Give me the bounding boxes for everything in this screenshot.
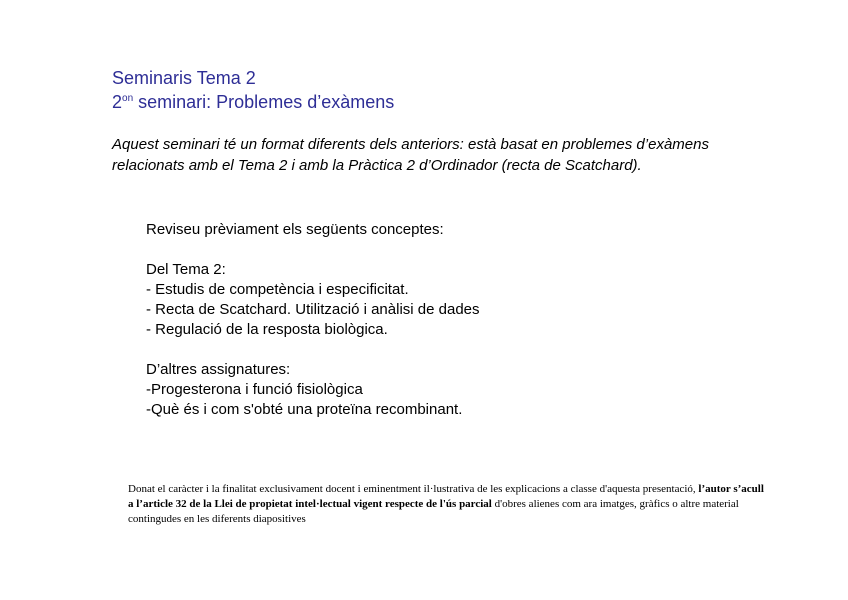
subtitle-ordinal: 2 bbox=[112, 92, 123, 112]
spacer bbox=[146, 340, 480, 360]
slide-title-block bbox=[112, 66, 394, 114]
list-item: -Progesterona i funció fisiològica bbox=[146, 381, 363, 398]
slide-subtitle bbox=[112, 90, 394, 114]
slide-title: Seminaris Tema 2 bbox=[112, 68, 256, 88]
spacer bbox=[146, 240, 480, 260]
footnote-legal-reference: l’autor s’acull a l’article 32 de la Llei de propietat intel·lectual vigent respecte de l'ús parcial bbox=[128, 483, 764, 510]
footnote-part-1: Donat el caràcter i la finalitat exclusivament docent i eminentment il·lustrativa de les explicacions a classe d'aquesta presentació, bbox=[128, 483, 699, 495]
list-item: -Què és i com s'obté una proteïna recombinant. bbox=[146, 401, 463, 418]
concepts-section bbox=[146, 220, 480, 420]
tema2-heading: Del Tema 2: bbox=[146, 261, 226, 278]
other-subjects-heading: D’altres assignatures: bbox=[146, 361, 291, 378]
subtitle-text: seminari: Problemes d’exàmens bbox=[133, 92, 395, 112]
subtitle-ordinal-suffix: on bbox=[122, 93, 134, 104]
list-item: - Estudis de competència i especificitat. bbox=[146, 281, 409, 298]
concepts-heading: Reviseu prèviament els següents conceptes: bbox=[146, 221, 444, 238]
footnote-part-3: d'obres alienes com ara imatges, gràfics o altre material contingudes en les diferents diapositives bbox=[128, 498, 739, 525]
copyright-footnote bbox=[128, 482, 768, 527]
list-item: - Recta de Scatchard. Utilització i anàlisi de dades bbox=[146, 301, 480, 318]
intro-paragraph: Aquest seminari té un format diferents dels anteriors: està basat en problemes d’exàmens relacionats amb el Tema 2 i amb la Pràctica 2 d’Ordinador (recta de Scatchard). bbox=[112, 136, 709, 174]
list-item: - Regulació de la resposta biològica. bbox=[146, 321, 388, 338]
